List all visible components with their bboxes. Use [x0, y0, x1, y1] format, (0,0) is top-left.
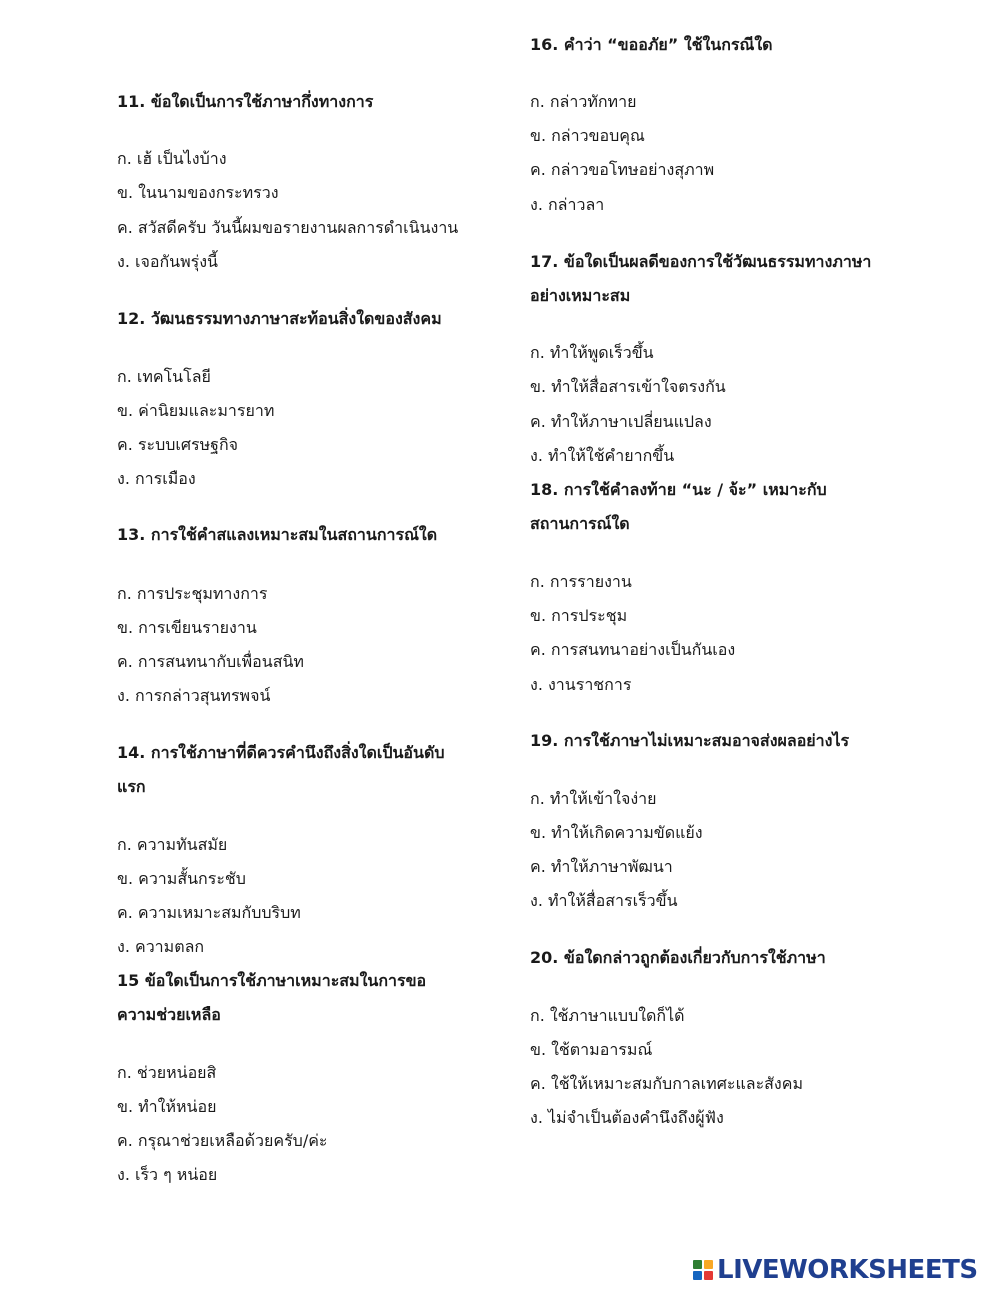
question-16-option-c[interactable]: ค. กล่าวขอโทษอย่างสุภาพ: [530, 160, 715, 179]
question-15-option-b[interactable]: ข. ทำให้หน่อย: [117, 1097, 217, 1116]
question-13-title: 13. การใช้คำสแลงเหมาะสมในสถานการณ์ใด: [117, 525, 438, 544]
liveworksheets-logo-icon: [693, 1260, 713, 1280]
question-14-option-c[interactable]: ค. ความเหมาะสมกับบริบท: [117, 903, 301, 922]
question-14-option-d[interactable]: ง. ความตลก: [117, 937, 205, 956]
question-13-option-a[interactable]: ก. การประชุมทางการ: [117, 584, 268, 603]
question-11-option-c[interactable]: ค. สวัสดีครับ วันนี้ผมขอรายงานผลการดำเนินงาน: [117, 218, 459, 237]
question-18-option-a[interactable]: ก. การรายงาน: [530, 572, 632, 591]
question-11-title: 11. ข้อใดเป็นการใช้ภาษากึ่งทางการ: [117, 92, 374, 111]
question-15-option-c[interactable]: ค. กรุณาช่วยเหลือด้วยครับ/ค่ะ: [117, 1131, 328, 1150]
question-14-option-b[interactable]: ข. ความสั้นกระชับ: [117, 869, 246, 888]
question-11-option-a[interactable]: ก. เฮ้ เป็นไงบ้าง: [117, 149, 227, 168]
question-20-option-c[interactable]: ค. ใช้ให้เหมาะสมกับกาลเทศะและสังคม: [530, 1074, 803, 1093]
question-13-option-c[interactable]: ค. การสนทนากับเพื่อนสนิท: [117, 652, 304, 671]
question-17-option-c[interactable]: ค. ทำให้ภาษาเปลี่ยนแปลง: [530, 412, 712, 431]
question-11-option-b[interactable]: ข. ในนามของกระทรวง: [117, 183, 279, 202]
question-18-option-b[interactable]: ข. การประชุม: [530, 606, 628, 625]
question-20-title: 20. ข้อใดกล่าวถูกต้องเกี่ยวกับการใช้ภาษา: [530, 948, 826, 967]
question-20-option-d[interactable]: ง. ไม่จำเป็นต้องคำนึงถึงผู้ฟัง: [530, 1108, 724, 1127]
question-17-title: 17. ข้อใดเป็นผลดีของการใช้วัฒนธรรมทางภาษา อย่างเหมาะสม: [530, 252, 872, 305]
question-18-title: 18. การใช้คำลงท้าย “นะ / จ้ะ” เหมาะกับ สถานการณ์ใด: [530, 480, 827, 533]
question-14-title: 14. การใช้ภาษาที่ดีควรคำนึงถึงสิ่งใดเป็นอันดับ แรก: [117, 743, 445, 796]
question-13-option-d[interactable]: ง. การกล่าวสุนทรพจน์: [117, 686, 271, 705]
question-14-option-a[interactable]: ก. ความทันสมัย: [117, 835, 228, 854]
question-18-option-c[interactable]: ค. การสนทนาอย่างเป็นกันเอง: [530, 640, 736, 659]
question-12-option-d[interactable]: ง. การเมือง: [117, 469, 196, 488]
question-17-option-a[interactable]: ก. ทำให้พูดเร็วขึ้น: [530, 343, 654, 362]
question-13-option-b[interactable]: ข. การเขียนรายงาน: [117, 618, 257, 637]
question-15-title: 15 ข้อใดเป็นการใช้ภาษาเหมาะสมในการขอ ความช่วยเหลือ: [117, 971, 427, 1024]
question-20-option-a[interactable]: ก. ใช้ภาษาแบบใดก็ได้: [530, 1006, 685, 1025]
liveworksheets-logo[interactable]: [693, 1253, 978, 1287]
question-17-option-b[interactable]: ข. ทำให้สื่อสารเข้าใจตรงกัน: [530, 377, 726, 396]
question-16-option-a[interactable]: ก. กล่าวทักทาย: [530, 92, 637, 111]
question-16-option-b[interactable]: ข. กล่าวขอบคุณ: [530, 126, 645, 145]
question-16-title: 16. คำว่า “ขออภัย” ใช้ในกรณีใด: [530, 35, 773, 54]
question-12-title: 12. วัฒนธรรมทางภาษาสะท้อนสิ่งใดของสังคม: [117, 309, 442, 328]
question-15-option-d[interactable]: ง. เร็ว ๆ หน่อย: [117, 1165, 218, 1184]
question-18-option-d[interactable]: ง. งานราชการ: [530, 675, 632, 694]
question-17-option-d[interactable]: ง. ทำให้ใช้คำยากขึ้น: [530, 446, 675, 465]
logo-text: LIVEWORKSHEETS: [717, 1255, 978, 1285]
question-19-title: 19. การใช้ภาษาไม่เหมาะสมอาจส่งผลอย่างไร: [530, 731, 850, 750]
question-12-option-c[interactable]: ค. ระบบเศรษฐกิจ: [117, 435, 239, 454]
question-12-option-a[interactable]: ก. เทคโนโลยี: [117, 367, 211, 386]
question-16-option-d[interactable]: ง. กล่าวลา: [530, 195, 605, 214]
question-19-option-d[interactable]: ง. ทำให้สื่อสารเร็วขึ้น: [530, 891, 678, 910]
question-15-option-a[interactable]: ก. ช่วยหน่อยสิ: [117, 1063, 217, 1082]
question-19-option-a[interactable]: ก. ทำให้เข้าใจง่าย: [530, 789, 657, 808]
question-12-option-b[interactable]: ข. ค่านิยมและมารยาท: [117, 401, 275, 420]
question-19-option-b[interactable]: ข. ทำให้เกิดความขัดแย้ง: [530, 823, 703, 842]
question-20-option-b[interactable]: ข. ใช้ตามอารมณ์: [530, 1040, 653, 1059]
question-11-option-d[interactable]: ง. เจอกันพรุ่งนี้: [117, 252, 218, 271]
question-19-option-c[interactable]: ค. ทำให้ภาษาพัฒนา: [530, 857, 673, 876]
